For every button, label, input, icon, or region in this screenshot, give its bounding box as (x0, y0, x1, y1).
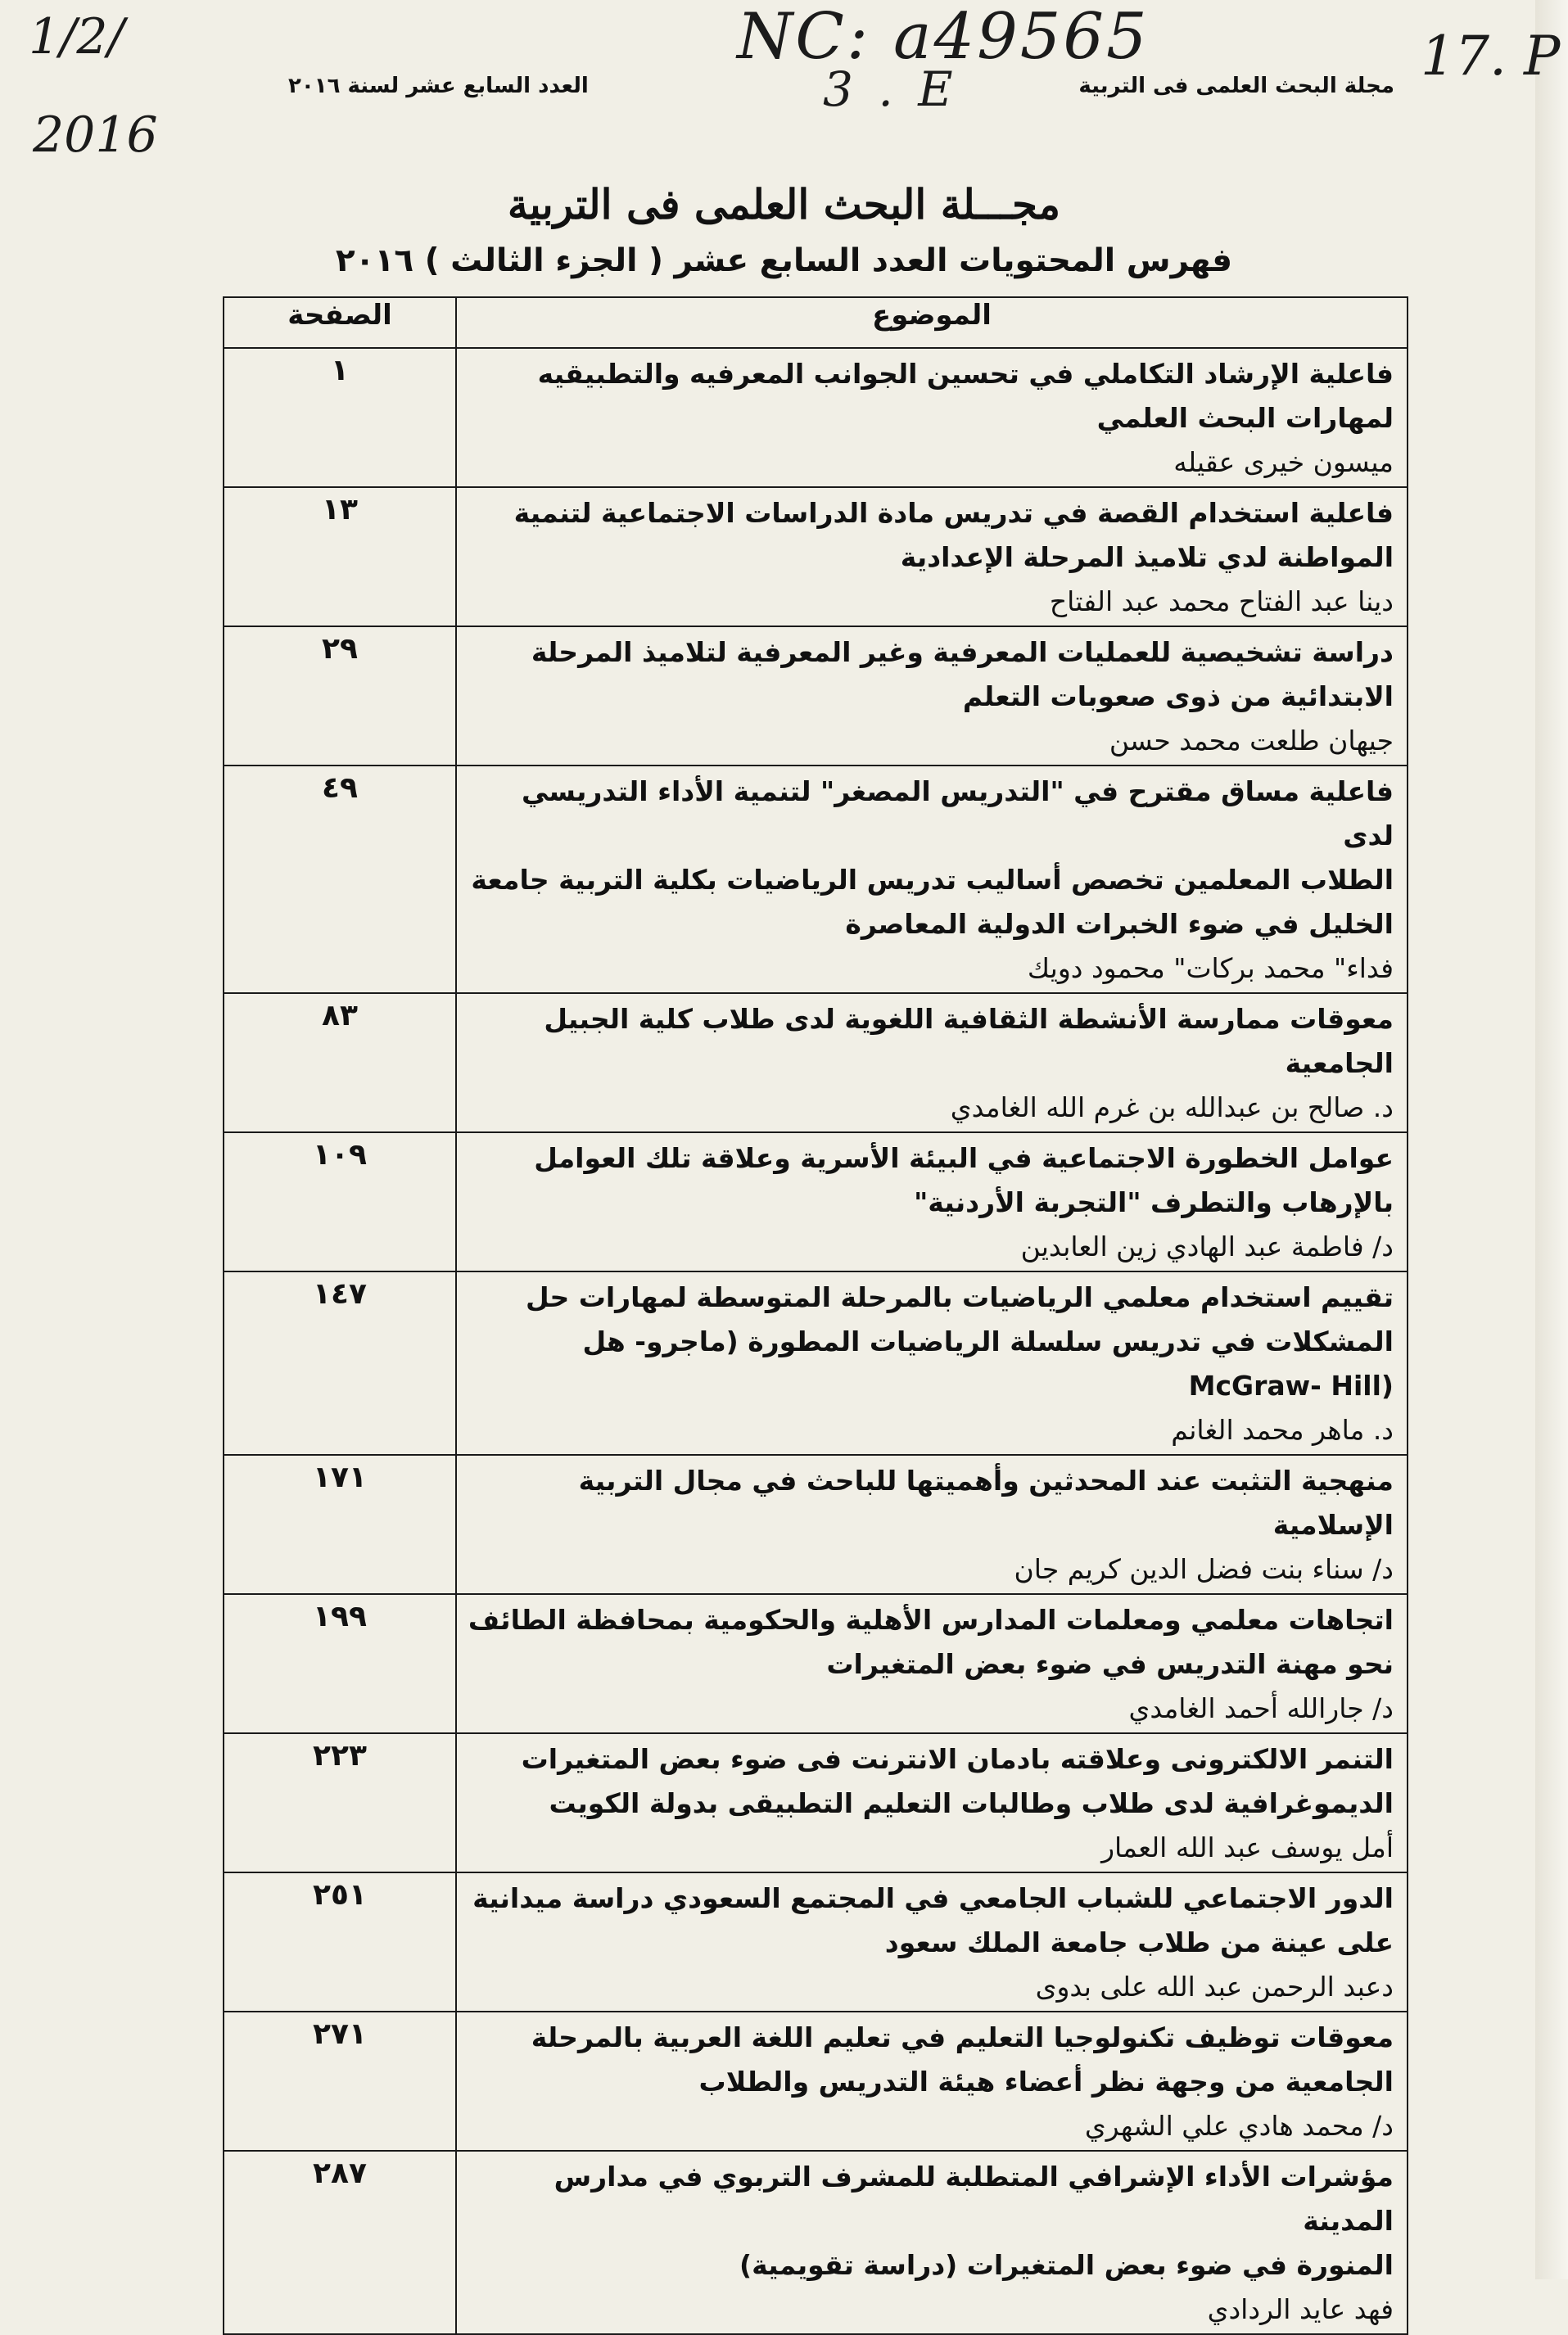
subject-title-line: بالإرهاب والتطرف "التجربة الأردنية" (914, 1186, 1394, 1218)
subject-title-line: التنمر الالكترونى وعلاقته بادمان الانترنت فى ضوء بعض المتغيرات (521, 1743, 1394, 1775)
subject-title-line: لمهارات البحث العلمي (1096, 402, 1394, 434)
author-name: دعبد الرحمن عبد الله على بدوى (1035, 1971, 1394, 2003)
page-number: ٢٨٧ (224, 2151, 456, 2334)
subject-title-line: معوقات ممارسة الأنشطة الثقافية اللغوية لدى طلاب كلية الجبيل الجامعية (544, 1003, 1394, 1079)
page-number: ١٤٧ (224, 1271, 456, 1455)
page-number: ٢٧١ (224, 2012, 456, 2151)
subject-cell (456, 2012, 1408, 2151)
running-header-issue: العدد السابع عشر لسنة ٢٠١٦ (288, 74, 589, 98)
page-number: ٢٩ (224, 626, 456, 766)
contents-table-body (224, 348, 1408, 2334)
subject-title-line: على عينة من طلاب جامعة الملك سعود (884, 1926, 1394, 1958)
subject-title-line: الدور الاجتماعي للشباب الجامعي في المجتمع السعودي دراسة ميدانية (472, 1882, 1394, 1914)
author-name: د. صالح بن عبدالله بن غرم الله الغامدي (950, 1091, 1394, 1123)
table-row (224, 766, 1408, 993)
subject-title-line: عوامل الخطورة الاجتماعية في البيئة الأسرية وعلاقة تلك العوامل (534, 1142, 1394, 1174)
page-subtitle: فهرس المحتويات العدد السابع عشر ( الجزء الثالث ) ٢٠١٦ (335, 242, 1233, 279)
page-number: ٨٣ (224, 993, 456, 1132)
subject-cell (456, 1594, 1408, 1733)
page-number: ١٩٩ (224, 1594, 456, 1733)
table-row (224, 626, 1408, 766)
page-number: ٢٥١ (224, 1872, 456, 2012)
table-header-row (224, 297, 1408, 348)
running-header-journal: مجلة البحث العلمى فى التربية (1078, 74, 1394, 98)
header-page: الصفحة (224, 297, 456, 348)
author-name: فهد عايد الردادي (1207, 2293, 1394, 2325)
subject-cell (456, 1733, 1408, 1872)
subject-title-line: الخليل في ضوء الخبرات الدولية المعاصرة (845, 908, 1394, 940)
handwritten-date-year: 2016 (33, 106, 158, 164)
subject-title-line: الطلاب المعلمين تخصص أساليب تدريس الرياضيات بكلية التربية جامعة (471, 864, 1394, 896)
handwritten-date-day: 1/2/ (29, 8, 124, 65)
subject-cell (456, 348, 1408, 487)
author-name: أمل يوسف عبد الله العمار (1101, 1831, 1394, 1863)
table-row (224, 1455, 1408, 1594)
page-number: ١٠٩ (224, 1132, 456, 1271)
page-number: ٢٢٣ (224, 1733, 456, 1872)
table-row (224, 348, 1408, 487)
table-row (224, 2151, 1408, 2334)
table-row (224, 1132, 1408, 1271)
table-row (224, 1271, 1408, 1455)
subject-cell (456, 2151, 1408, 2334)
handwritten-catalog-number: NC: a49565 (737, 0, 1150, 74)
subject-cell (456, 993, 1408, 1132)
author-name: د/ جارالله أحمد الغامدي (1128, 1692, 1394, 1724)
page-number: ١ (224, 348, 456, 487)
handwritten-catalog-sub: 3 . E (823, 61, 958, 117)
table-row (224, 1872, 1408, 2012)
subject-title-line: الجامعية من وجهة نظر أعضاء هيئة التدريس والطلاب (698, 2066, 1394, 2098)
subject-title-line: منهجية التثبت عند المحدثين وأهميتها للباحث في مجال التربية الإسلامية (578, 1465, 1394, 1541)
subject-title-line: فاعلية الإرشاد التكاملي في تحسين الجوانب المعرفيه والتطبيقيه (537, 358, 1394, 390)
subject-cell (456, 1872, 1408, 2012)
author-name: ميسون خيرى عقيله (1173, 446, 1394, 478)
author-name: جيهان طلعت محمد حسن (1109, 725, 1394, 757)
table-row (224, 1733, 1408, 1872)
subject-title-line: فاعلية استخدام القصة في تدريس مادة الدراسات الاجتماعية لتنمية (513, 497, 1394, 529)
contents-table (223, 296, 1408, 2335)
author-name: د/ محمد هادي علي الشهري (1084, 2110, 1394, 2142)
subject-title-line: مؤشرات الأداء الإشرافي المتطلبة للمشرف التربوي في مدارس المدينة (554, 2161, 1394, 2237)
subject-title-line: الابتدائية من ذوى صعوبات التعلم (962, 680, 1394, 712)
subject-title-line: الديموغرافية لدى طلاب وطالبات التعليم التطبيقى بدولة الكويت (549, 1787, 1394, 1819)
subject-cell (456, 1455, 1408, 1594)
page-edge (1535, 0, 1568, 2279)
subject-cell (456, 1271, 1408, 1455)
subject-title-latin: McGraw- Hill) (1188, 1370, 1394, 1402)
subject-title-line: نحو مهنة التدريس في ضوء بعض المتغيرات (826, 1648, 1394, 1680)
author-name: د. ماهر محمد الغانم (1171, 1414, 1394, 1446)
subject-title-line: معوقات توظيف تكنولوجيا التعليم في تعليم اللغة العربية بالمرحلة (531, 2021, 1394, 2053)
author-name: فداء" محمد بركات" محمود دويك (1027, 952, 1394, 984)
subject-title-line: المواطنة لدي تلاميذ المرحلة الإعدادية (900, 541, 1394, 573)
subject-title-line: فاعلية مساق مقترح في "التدريس المصغر" لتنمية الأداء التدريسي لدى (522, 775, 1394, 851)
page-title: مجـــلة البحث العلمى فى التربية (507, 180, 1061, 228)
subject-title-line: اتجاهات معلمي ومعلمات المدارس الأهلية والحكومية بمحافظة الطائف (468, 1604, 1394, 1636)
header-subject: الموضوع (456, 297, 1408, 348)
handwritten-page-mark: 17. P (1421, 25, 1561, 88)
table-row (224, 1594, 1408, 1733)
table-row (224, 2012, 1408, 2151)
author-name: د/ فاطمة عبد الهادي زين العابدين (1020, 1231, 1394, 1262)
author-name: د/ سناء بنت فضل الدين كريم جان (1014, 1553, 1394, 1585)
subject-title-line: تقييم استخدام معلمي الرياضيات بالمرحلة المتوسطة لمهارات حل (525, 1281, 1394, 1313)
page-number: ١٧١ (224, 1455, 456, 1594)
table-row (224, 993, 1408, 1132)
subject-cell (456, 487, 1408, 626)
table-row (224, 487, 1408, 626)
subject-cell (456, 1132, 1408, 1271)
page-number: ٤٩ (224, 766, 456, 993)
subject-cell (456, 766, 1408, 993)
subject-title-line: المنورة في ضوء بعض المتغيرات (دراسة تقويمية) (739, 2249, 1394, 2281)
subject-title-line: دراسة تشخيصية للعمليات المعرفية وغير المعرفية لتلاميذ المرحلة (531, 636, 1394, 668)
author-name: دينا عبد الفتاح محمد عبد الفتاح (1049, 585, 1394, 617)
page-number: ١٣ (224, 487, 456, 626)
subject-cell (456, 626, 1408, 766)
subject-title-line: المشكلات في تدريس سلسلة الرياضيات المطورة (ماجرو- هل (582, 1326, 1394, 1357)
